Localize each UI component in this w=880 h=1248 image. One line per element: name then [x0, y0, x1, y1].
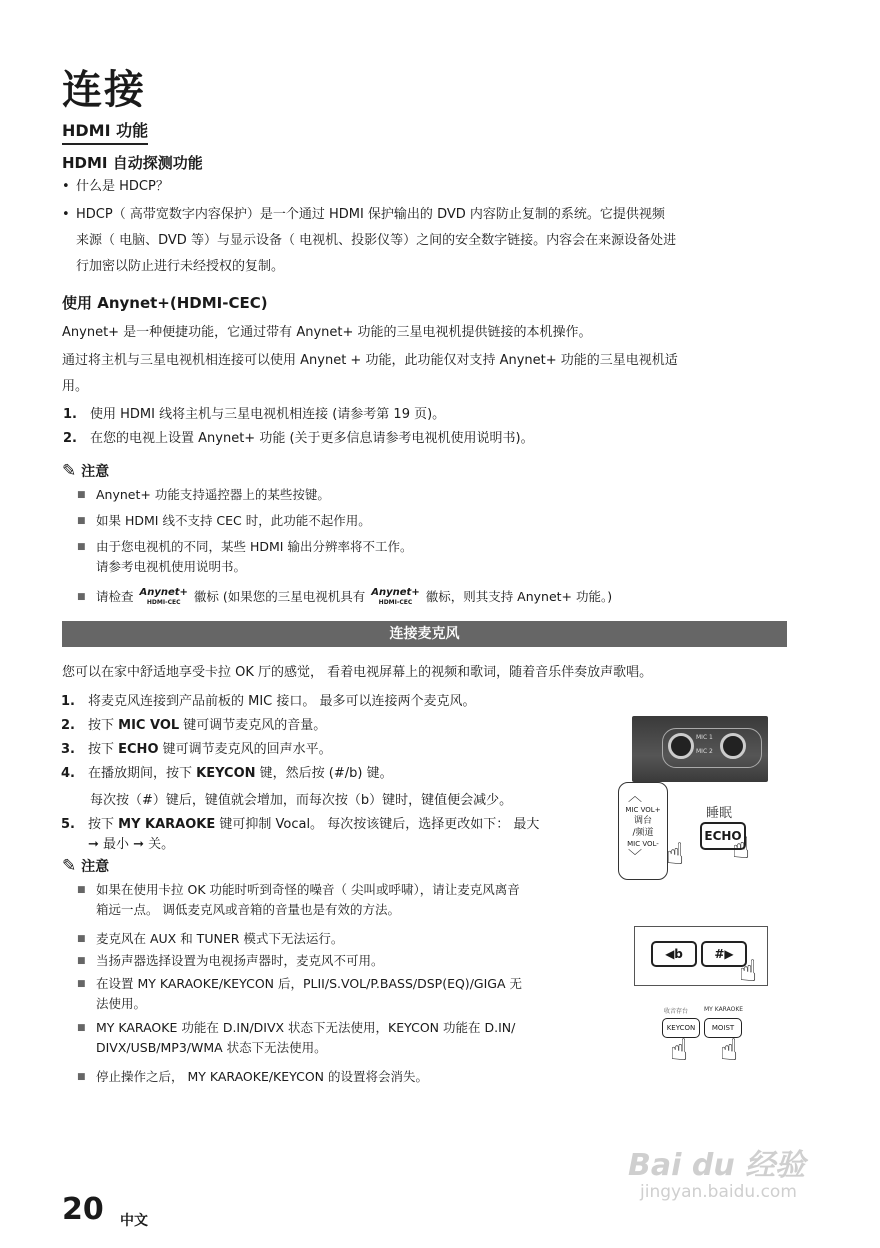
hand-icon: ☝ — [670, 1033, 689, 1068]
step-number: 2. — [63, 431, 77, 446]
remote-illustration — [618, 782, 768, 882]
baidu-watermark: Bai du 经验 — [628, 1148, 806, 1183]
mic-note-heading — [62, 856, 109, 876]
step-number: 2. — [61, 718, 75, 733]
record-label: 收音存台 — [664, 1008, 689, 1015]
anynet-logo-note: ■ 请检查 Anynet+ HDMI-CEC 徽标 (如果您的三星电视机具有 Anynet+ HDMI-CEC 徽标，则其支持 Anynet+ 功能。) — [77, 586, 613, 606]
hand-icon: ☝ — [739, 954, 758, 989]
page-number: 20 — [62, 1192, 104, 1227]
anynet-note-item: ■ 由于您电视机的不同，某些 HDMI 输出分辨率将不工作。 — [77, 539, 413, 554]
note-text: Anynet+ 功能支持遥控器上的某些按键。 — [96, 487, 330, 502]
step-text: 使用 HDMI 线将主机与三星电视机相连接 (请参考第 19 页)。 — [90, 407, 446, 422]
flat-key-button[interactable]: ◀b — [651, 941, 697, 967]
step-text: 将麦克风连接到产品前板的 MIC 接口。 最多可以连接两个麦克风。 — [88, 694, 476, 709]
baidu-watermark-url: jingyan.baidu.com — [640, 1182, 797, 1202]
mic-note-item: ■ 停止操作之后， MY KARAOKE/KEYCON 的设置将会消失。 — [77, 1069, 428, 1084]
step-number: 1. — [63, 407, 77, 422]
step-number: 4. — [61, 766, 75, 781]
anynet-para2-line2: 用。 — [62, 379, 89, 394]
anynet-para1: Anynet+ 是一种便捷功能，它通过带有 Anynet+ 功能的三星电视机提供链接的本机操作。 — [62, 325, 592, 340]
micvol-plus-label: MIC VOL+ — [625, 806, 661, 814]
sleep-label: 睡眠 — [706, 806, 733, 821]
step-text: 在您的电视上设置 Anynet+ 功能 (关于更多信息请参考电视机使用说明书)。 — [90, 431, 534, 446]
hand-icon: ☝ — [666, 837, 685, 872]
anynet-note-continuation: 请参考电视机使用说明书。 — [96, 559, 247, 574]
anynet-step — [63, 426, 534, 451]
anynet-step — [63, 402, 446, 427]
step-number: 1. — [61, 694, 75, 709]
micvol-minus-label: MIC VOL- — [627, 840, 659, 848]
mic-note-item: ■ MY KARAOKE 功能在 D.IN/DIVX 状态下无法使用，KEYCON 功能在 D.IN/ — [77, 1020, 516, 1035]
mic-step: 3. 按下 ECHO 键可调节麦克风的回声水平。 — [88, 737, 332, 762]
keycon-button[interactable]: KEYCON — [662, 1018, 700, 1038]
tune-label: 调台 — [633, 816, 652, 826]
sharp-key-button[interactable]: #▶ — [701, 941, 747, 967]
moist-button[interactable]: MOIST — [704, 1018, 742, 1038]
page-language: 中文 — [120, 1213, 148, 1229]
mic1-label: MIC 1 — [696, 734, 713, 741]
page-title: 连接 — [62, 67, 146, 113]
anynet-note-heading — [62, 461, 109, 481]
hand-icon: ☝ — [732, 831, 751, 866]
hdcp-description-line2: 来源（ 电脑、DVD 等）与显示设备（ 电视机、投影仪等）之间的安全数字链接。内容会在来源设备处进 — [76, 233, 677, 248]
panel-border — [662, 728, 762, 768]
hdmi-auto-detect-heading: HDMI 自动探测功能 — [62, 154, 203, 172]
keycon-keys-illustration — [634, 926, 768, 989]
step-number: 3. — [61, 742, 75, 757]
pencil-icon: ✎ — [62, 856, 77, 876]
mic-note-item: ■ 如果在使用卡拉 OK 功能时听到奇怪的噪音（ 尖叫或呼啸），请让麦克风离音 — [77, 882, 520, 897]
mic-note-item: ■ 麦克风在 AUX 和 TUNER 模式下无法运行。 — [77, 931, 344, 946]
mic-vol-down-icon: ﹀ — [628, 849, 642, 865]
mic-note-item: ■ 在设置 MY KARAOKE/KEYCON 后，PLII/S.VOL/P.BASS/DSP(EQ)/GIGA 无 — [77, 976, 522, 991]
note-title: 注意 — [81, 859, 110, 875]
front-panel-illustration — [632, 716, 768, 782]
mic-step: 2. 按下 MIC VOL 键可调节麦克风的音量。 — [88, 713, 326, 738]
note-text: 徽标 (如果您的三星电视机具有 — [193, 589, 366, 604]
anynet-heading: 使用 Anynet+(HDMI-CEC) — [62, 294, 268, 312]
anynet-note-item: ■ Anynet+ 功能支持遥控器上的某些按键。 — [77, 487, 330, 502]
mic-intro: 您可以在家中舒适地享受卡拉 OK 厅的感觉， 看着电视屏幕上的视频和歌词，随着音乐伴奏放声歌唱。 — [62, 665, 653, 680]
anynet-para2-line1: 通过将主机与三星电视机相连接可以使用 Anynet + 功能，此功能仅对支持 Anynet+ 功能的三星电视机适 — [62, 353, 678, 368]
hdcp-description-line3: 行加密以防止进行未经授权的复制。 — [76, 259, 285, 274]
pencil-icon: ✎ — [62, 461, 77, 481]
mic-vol-up-icon: ︿ — [628, 789, 642, 805]
hdmi-section-heading: HDMI 功能 — [62, 118, 148, 145]
note-text: 请检查 — [96, 589, 134, 604]
mic-note-continuation: 法使用。 — [96, 996, 147, 1011]
anynet-logo: Anynet+ HDMI-CEC — [139, 586, 188, 606]
channel-label: /频道 — [632, 828, 654, 838]
note-title: 注意 — [81, 464, 110, 480]
note-text: 徽标，则其支持 Anynet+ 功能。) — [425, 589, 613, 604]
anynet-note-item: ■ 如果 HDMI 线不支持 CEC 时，此功能不起作用。 — [77, 513, 371, 528]
note-text: 由于您电视机的不同，某些 HDMI 输出分辨率将不工作。 — [96, 539, 413, 554]
karaoke-keys-illustration — [660, 1006, 770, 1086]
mic-step4-sub: 每次按（#）键后，键值就会增加，而每次按（b）键时，键值便会减少。 — [90, 793, 513, 808]
mic-step — [61, 689, 476, 714]
my-karaoke-label: MY KARAOKE — [704, 1006, 744, 1013]
hand-icon: ☝ — [720, 1033, 739, 1068]
hdcp-question: • 什么是 HDCP？ — [76, 174, 169, 199]
mic2-label: MIC 2 — [696, 748, 713, 755]
mic-note-continuation: 箱远一点。 调低麦克风或音箱的音量也是有效的方法。 — [96, 902, 400, 917]
echo-button[interactable]: ECHO — [700, 822, 746, 850]
mic-step: 4. 在播放期间，按下 KEYCON 键，然后按 (#/b) 键。 — [88, 761, 393, 786]
mic-note-item: ■ 当扬声器选择设置为电视扬声器时，麦克风不可用。 — [77, 953, 384, 968]
mic-section-bar: 连接麦克风 — [62, 621, 787, 647]
hdcp-description-line1: • HDCP（ 高带宽数字内容保护）是一个通过 HDMI 保护输出的 DVD 内容防止复制的系统。它提供视频 — [76, 202, 665, 227]
note-text: 如果 HDMI 线不支持 CEC 时，此功能不起作用。 — [96, 513, 371, 528]
mic-step5-line2: ➞ 最小 ➞ 关。 — [88, 837, 175, 852]
mic-note-continuation: DIVX/USB/MP3/WMA 状态下无法使用。 — [96, 1040, 327, 1055]
mic-step5: 5. 按下 MY KARAOKE 键可抑制 Vocal。 每次按该键后，选择更改如下： 最大 — [61, 817, 540, 832]
anynet-logo: Anynet+ HDMI-CEC — [371, 586, 420, 606]
